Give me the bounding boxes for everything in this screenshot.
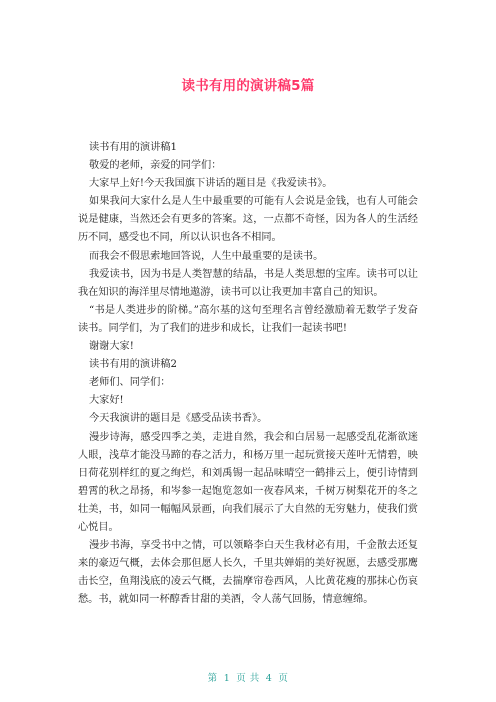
footer-prefix: 第 <box>207 673 218 684</box>
paragraph: 漫步诗海，感受四季之美，走进自然，我会和白居易一起感受乱花渐欲迷人眼，浅草才能没马蹄的春之活力，和杨万里一起玩赏接天莲叶无情碧，映日荷花别样红的夏之绚烂，和刘禹锡一起品味晴空一鹤排云上，便引诗情到碧霄的秋之昂扬，和岑参一起饱览忽如一夜春风来，千树万树梨花开的冬之壮美，书，如同一幅幅风景画，向我们展示了大自然的无穷魅力，使我们赏心悦目。 <box>78 431 418 533</box>
page-footer <box>0 670 496 684</box>
paragraph: 如果我问大家什么是人生中最重要的可能有人会说是金钱，也有人可能会说是健康，当然还会有更多的答案。这，一点都不奇怪，因为各人的生活经历不同，感受也不同，所以认识也各不相同。 <box>78 196 418 244</box>
paragraph: 我爱读书，因为书是人类智慧的结晶，书是人类思想的宝库。读书可以让我在知识的海洋里尽情地遨游，读书可以让我更加丰富自己的知识。 <box>78 268 418 298</box>
paragraph: “书是人类进步的阶梯。”高尔基的这句至理名言曾经激励着无数学子发奋读书。同学们，为了我们的进步和成长，让我们一起读书吧! <box>78 304 418 334</box>
total-pages-number: 4 <box>265 673 273 684</box>
paragraph: 而我会不假思索地回答说，人生中最重要的是读书。 <box>89 250 324 262</box>
paragraph: 老师们、同学们： <box>89 377 171 389</box>
paragraph: 漫步书海，享受书中之情，可以领略李白天生我材必有用，千金散去还复来的豪迈气概，去体会那但愿人长久，千里共婵娟的美好祝愿，去感受那鹰击长空，鱼翔浅底的凌云气概，去揣摩帘卷西风，人比黄花瘦的那抹心伤哀愁。书，就如同一杯醇香甘甜的美酒，令人荡气回肠，情意缠绵。 <box>78 540 418 606</box>
paragraph: 大家好! <box>89 395 124 407</box>
paragraph: 大家早上好!今天我国旗下讲话的题目是《我爱读书》。 <box>89 178 333 190</box>
current-page-number: 1 <box>223 673 231 684</box>
footer-suffix: 页 <box>278 673 289 684</box>
footer-middle: 页 共 <box>236 673 260 684</box>
paragraph: 谢谢大家! <box>89 341 134 353</box>
paragraph: 今天我演讲的题目是《感受品读书香》。 <box>89 413 268 425</box>
document-title: 读书有用的演讲稿5篇 <box>181 78 315 94</box>
paragraph: 读书有用的演讲稿1 <box>89 142 177 153</box>
paragraph: 敬爱的老师，亲爱的同学们： <box>89 160 222 172</box>
document-body <box>78 139 418 609</box>
paragraph: 读书有用的演讲稿2 <box>89 359 177 371</box>
